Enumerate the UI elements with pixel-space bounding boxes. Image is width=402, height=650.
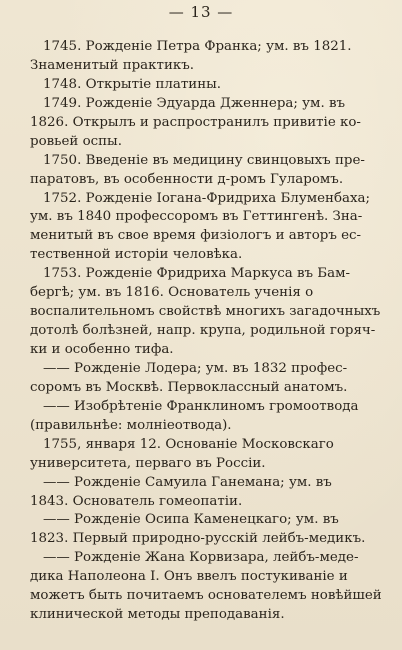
text-line: —— Изобрѣтеніе Франклиномъ громоотвода bbox=[43, 398, 359, 414]
text-line: —— Рожденіе Жана Корвизара, лейбъ-меде- bbox=[43, 550, 359, 566]
text-line: менитый въ свое время физіологъ и авторъ ес- bbox=[30, 228, 362, 244]
text-line: (правильнѣе: молніеотвода). bbox=[30, 417, 232, 433]
text-line: соромъ въ Москвѣ. Первоклассный анатомъ. bbox=[30, 379, 348, 395]
text-line: 1750. Введеніе въ медицину свинцовыхъ пре- bbox=[43, 152, 365, 168]
text-line: ки и особенно тифа. bbox=[30, 342, 174, 357]
text-line: клинической методы преподаванія. bbox=[30, 607, 285, 623]
text-line: ум. въ 1840 профессоромъ въ Геттингенѣ. Зна- bbox=[30, 209, 363, 225]
text-line: 1843. Основатель гомеопатіи. bbox=[30, 493, 243, 509]
text-line: воспалительномъ свойствѣ многихъ загадочныхъ bbox=[30, 304, 381, 320]
chronology-entries bbox=[30, 38, 382, 625]
text-line: 1823. Первый природно-русскій лейбъ-медикъ. bbox=[30, 531, 366, 547]
text-line: 1826. Открылъ и распространилъ привитіе ко- bbox=[30, 114, 361, 130]
text-line: дика Наполеона I. Онъ ввелъ постукиваніе и bbox=[30, 569, 348, 585]
text-line: университета, перваго въ Россіи. bbox=[30, 455, 266, 471]
text-line: 1755, января 12. Основаніе Московскаго bbox=[43, 436, 334, 452]
text-line: 1749. Рожденіе Эдуарда Дженнера; ум. въ bbox=[43, 95, 346, 111]
text-line: бергѣ; ум. въ 1816. Основатель ученія о bbox=[30, 285, 314, 301]
page-number: — 13 — bbox=[168, 3, 234, 21]
text-line: 1752. Рожденіе Іогана-Фридриха Блуменбаха; bbox=[43, 190, 371, 206]
text-line: паратовъ, въ особенности д-ромъ Гуларомъ. bbox=[30, 171, 344, 187]
text-line: ровьей оспы. bbox=[30, 133, 122, 149]
text-line: дотолѣ болѣзней, напр. крупа, родильной горяч- bbox=[30, 323, 376, 339]
text-line: 1753. Рожденіе Фридриха Маркуса въ Бам- bbox=[43, 266, 351, 282]
text-line: 1745. Рожденіе Петра Франка; ум. въ 1821. bbox=[43, 39, 352, 54]
text-line: —— Рожденіе Лодера; ум. въ 1832 профес- bbox=[43, 360, 348, 376]
text-line: тественной исторіи человѣка. bbox=[30, 247, 243, 263]
text-line: 1748. Открытіе платины. bbox=[43, 76, 222, 92]
text-line: Знаменитый практикъ. bbox=[30, 57, 195, 73]
text-line: —— Рожденіе Осипа Каменецкаго; ум. въ bbox=[43, 512, 339, 528]
text-line: —— Рожденіе Самуила Ганемана; ум. въ bbox=[43, 474, 332, 490]
text-line: можетъ быть почитаемъ основателемъ новѣйшей bbox=[30, 588, 382, 604]
